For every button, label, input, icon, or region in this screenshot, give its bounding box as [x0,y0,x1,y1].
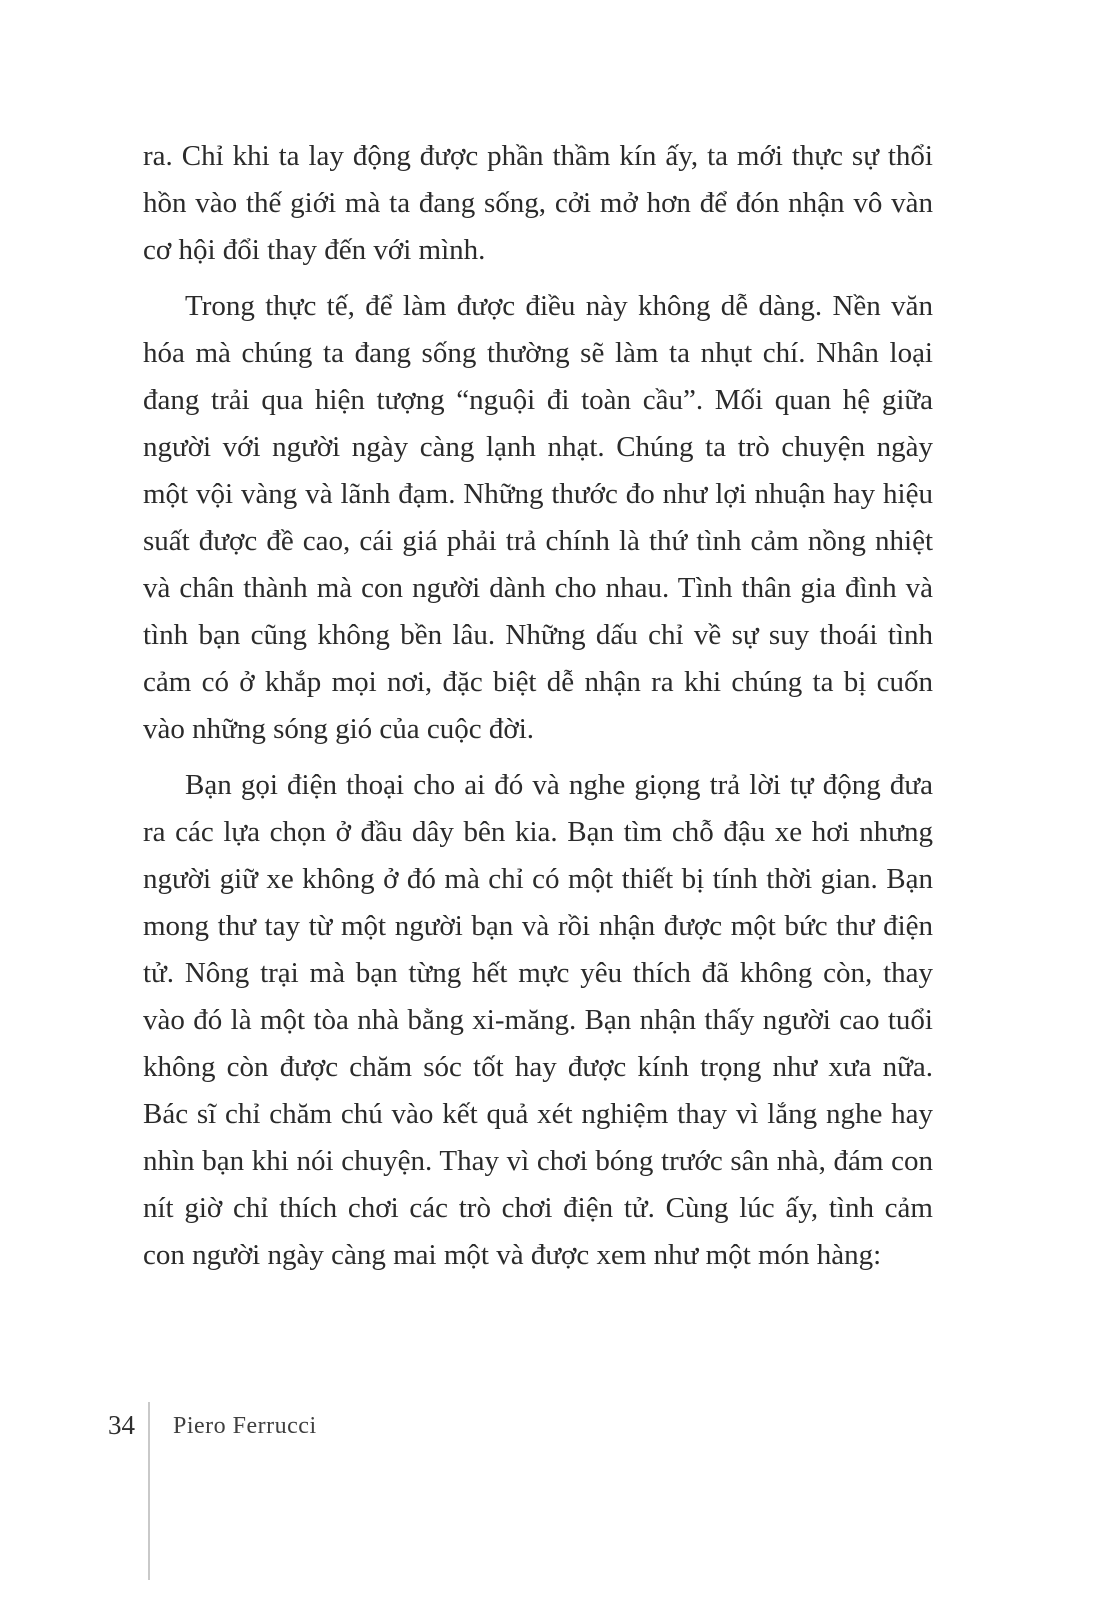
page-footer [108,1408,317,1444]
paragraph: Trong thực tế, để làm được điều này không dễ dàng. Nền văn hóa mà chúng ta đang sống thường sẽ làm ta nhụt chí. Nhân loại đang trải qua hiện tượng “nguội đi toàn cầu”. Mối quan hệ giữa người với người ngày càng lạnh nhạt. Chúng ta trò chuyện ngày một vội vàng và lãnh đạm. Những thước đo như lợi nhuận hay hiệu suất được đề cao, cái giá phải trả chính là thứ tình cảm nồng nhiệt và chân thành mà con người dành cho nhau. Tình thân gia đình và tình bạn cũng không bền lâu. Những dấu chỉ về sự suy thoái tình cảm có ở khắp mọi nơi, đặc biệt dễ nhận ra khi chúng ta bị cuốn vào những sóng gió của cuộc đời. [143,290,933,745]
author-name: Piero Ferrucci [173,1413,317,1439]
paragraph-continuation: ra. Chỉ khi ta lay động được phần thầm kín ấy, ta mới thực sự thổi hồn vào thế giới mà ta đang sống, cởi mở hơn để đón nhận vô vàn cơ hội đổi thay đến với mình. [143,140,933,266]
body-text [143,133,933,1288]
footer-divider [148,1402,150,1580]
page-number: 34 [108,1410,135,1440]
paragraph: Bạn gọi điện thoại cho ai đó và nghe giọng trả lời tự động đưa ra các lựa chọn ở đầu dây bên kia. Bạn tìm chỗ đậu xe hơi nhưng người giữ xe không ở đó mà chỉ có một thiết bị tính thời gian. Bạn mong thư tay từ một người bạn và rồi nhận được một bức thư điện tử. Nông trại mà bạn từng hết mực yêu thích đã không còn, thay vào đó là một tòa nhà bằng xi-măng. Bạn nhận thấy người cao tuổi không còn được chăm sóc tốt hay được kính trọng như xưa nữa. Bác sĩ chỉ chăm chú vào kết quả xét nghiệm thay vì lắng nghe hay nhìn bạn khi nói chuyện. Thay vì chơi bóng trước sân nhà, đám con nít giờ chỉ thích chơi các trò chơi điện tử. Cùng lúc ấy, tình cảm con người ngày càng mai một và được xem như một món hàng: [143,769,933,1271]
